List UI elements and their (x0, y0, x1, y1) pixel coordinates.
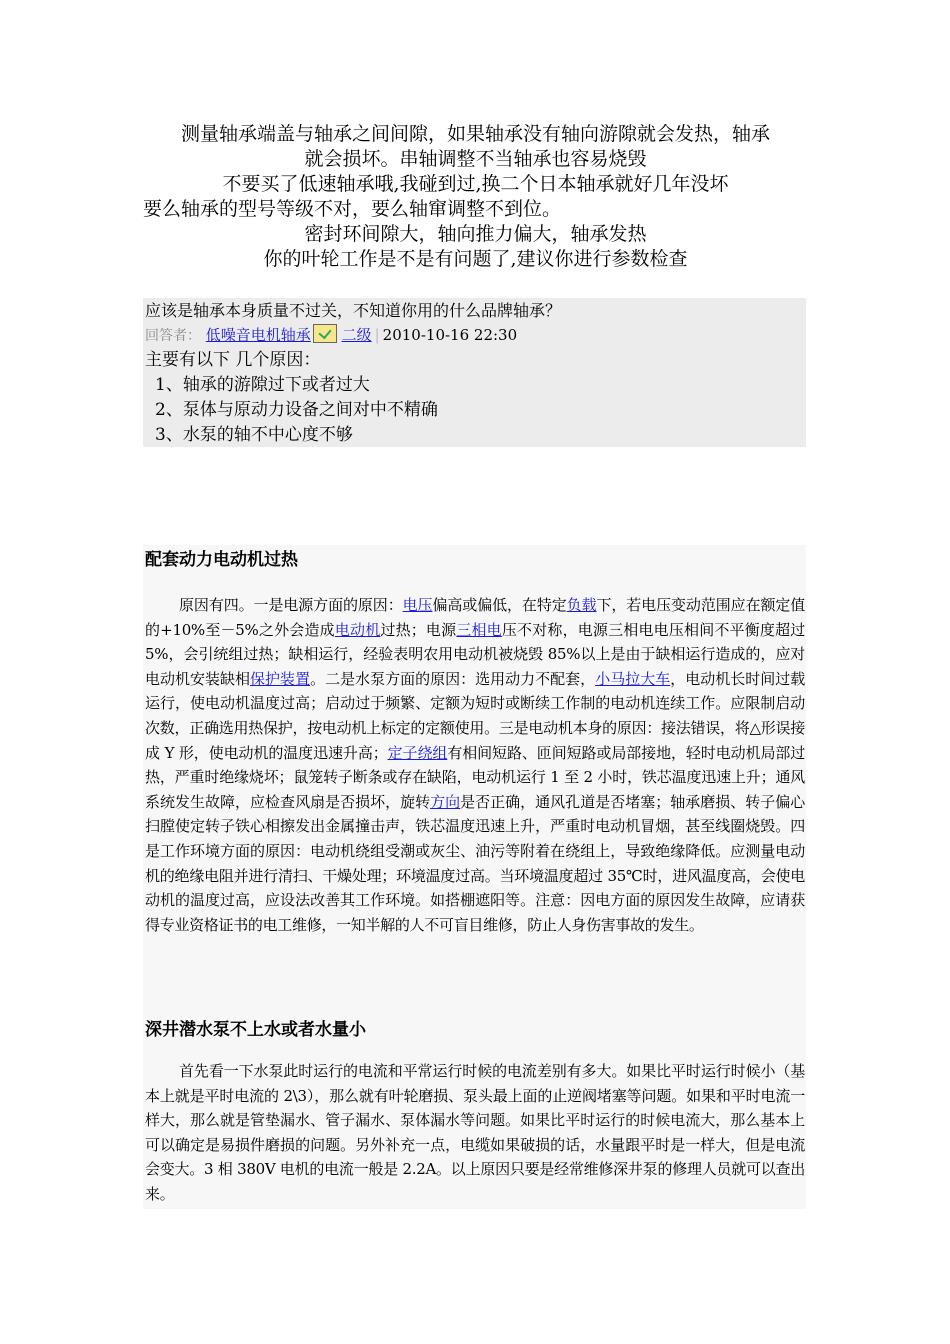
question-text: 应该是轴承本身质量不过关，不知道你用的什么品牌轴承？ (145, 301, 562, 320)
link-load[interactable]: 负载 (566, 596, 597, 614)
top-line: 要么轴承的型号等级不对，要么轴窜调整不到位。 (143, 198, 562, 220)
answer-meta (145, 324, 517, 347)
link-stator-winding[interactable]: 定子绕组 (387, 743, 448, 762)
answerer-link[interactable]: 低噪音电机轴承 (205, 326, 311, 344)
badge-icon (313, 324, 337, 343)
text-run: 压不对称，电源三相电电压相间不平衡度超过 5%，会引统组过热；缺相运行，经验表明农用电动机被烧毁 85%以上是由于缺相运行造成的，应对电动机安装缺相 (145, 620, 805, 688)
reasons-intro: 主要有以下 几个原因： (145, 350, 321, 370)
list-item: 2、泵体与原动力设备之间对中不精确 (155, 400, 438, 420)
text-run: ，电动机长时间过载运行，使电动机温度过高；启动过于频繁、定额为短时或断续工作制的电动机连续工作。应限制启动次数，正确选用热保护，按电动机上标定的定额使用。三是电动机本身的原因：接法错误，将△形误接成 Y 形，使电动机的温度迅速升高； (145, 669, 805, 762)
list-item: 3、水泵的轴不中心度不够 (155, 425, 353, 445)
list-item: 1、轴承的游隙过下或者过大 (155, 375, 370, 395)
answer-box (143, 298, 806, 447)
answerer-label: 回答者： (145, 328, 201, 344)
link-motor[interactable]: 电动机 (334, 620, 381, 639)
link-voltage[interactable]: 电压 (402, 596, 433, 614)
text-run: 是否正确，通风孔道是否堵塞；轴承磨损、转子偏心扫膛使定转子铁心相擦发出金属撞击声，铁芯温度迅速上升，严重时电动机冒烟，甚至线圈烧毁。四是工作环境方面的原因：电动机绕组受潮或灰尘、油污等附着在绕组上，导致绝缘降低。应测量电动机的绝缘电阻并进行清扫、干燥处理；环境温度过高。当环境温度超过 35℃时，进风温度高，会使电动机的温度过高，应设法改善其工作环境。如搭棚遮阳等。注意：因电方面的原因发生故障，应请获得专业资格证书的电工维修，一知半解的人不可盲目维修，防止人身伤害事故的发生。 (145, 792, 805, 934)
top-line: 测量轴承端盖与轴承之间间隙，如果轴承没有轴向游隙就会发热，轴承 (180, 123, 770, 145)
article-box (143, 545, 806, 1209)
section-heading: 深井潜水泵不上水或者水量小 (145, 1020, 366, 1040)
top-text-block (143, 122, 808, 272)
top-line: 不要买了低速轴承哦,我碰到过,换二个日本轴承就好几年没坏 (222, 173, 729, 195)
link-overload[interactable]: 小马拉大车 (595, 669, 671, 688)
answer-time: 2010-10-16 22:30 (382, 326, 518, 344)
section1-paragraph (145, 593, 805, 937)
top-line: 你的叶轮工作是不是有问题了,建议你进行参数检查 (263, 248, 688, 270)
text-run: 有相间短路、匝间短路或局部接地，轻时电动机局部过热，严重时绝缘烧坏；鼠笼转子断条或存在缺陷，电动机运行 1 至 2 小时，铁芯温度迅速上升；通风系统发生故障，应检查风扇是否损坏，旋转 (145, 743, 805, 811)
link-protection-device[interactable]: 保护装置 (250, 669, 311, 688)
text-run: 偏高或偏低，在特定 (432, 596, 567, 614)
meta-divider: | (374, 326, 380, 344)
top-line: 就会损坏。串轴调整不当轴承也容易烧毁 (304, 148, 647, 170)
text-run: 原因有四。一是电源方面的原因： (179, 596, 403, 614)
text-run: 过热；电源 (380, 620, 457, 639)
level-link[interactable]: 二级 (341, 326, 372, 344)
link-direction[interactable]: 方向 (430, 792, 461, 811)
text-run: 。二是水泵方面的原因：选用动力不配套， (310, 669, 596, 688)
section-heading: 配套动力电动机过热 (145, 550, 298, 570)
top-line: 密封环间隙大，轴向推力偏大，轴承发热 (304, 223, 647, 245)
reasons-list (145, 348, 438, 448)
section2-paragraph: 首先看一下水泵此时运行的电流和平常运行时候的电流差别有多大。如果比平时运行时候小（基本上就是平时电流的 2\3），那么就有叶轮磨损、泵头最上面的止逆阀堵塞等问题。如果和平时电流一样大，那么就是管垫漏水、管子漏水、泵体漏水等问题。如果比平时运行的时候电流大，那么基本上可以确定是易损件磨损的问题。另外补充一点，电缆如果破损的话，水量跟平时是一样大，但是电流会变大。3 相 380V 电机的电流一般是 2.2A。以上原因只要是经常维修深井泵的修理人员就可以查出来。 (145, 1062, 805, 1203)
link-three-phase[interactable]: 三相电 (456, 620, 502, 639)
text-run: 下，若电压变动范围应在额定值的+10%至－5%之外会造成 (145, 596, 805, 639)
